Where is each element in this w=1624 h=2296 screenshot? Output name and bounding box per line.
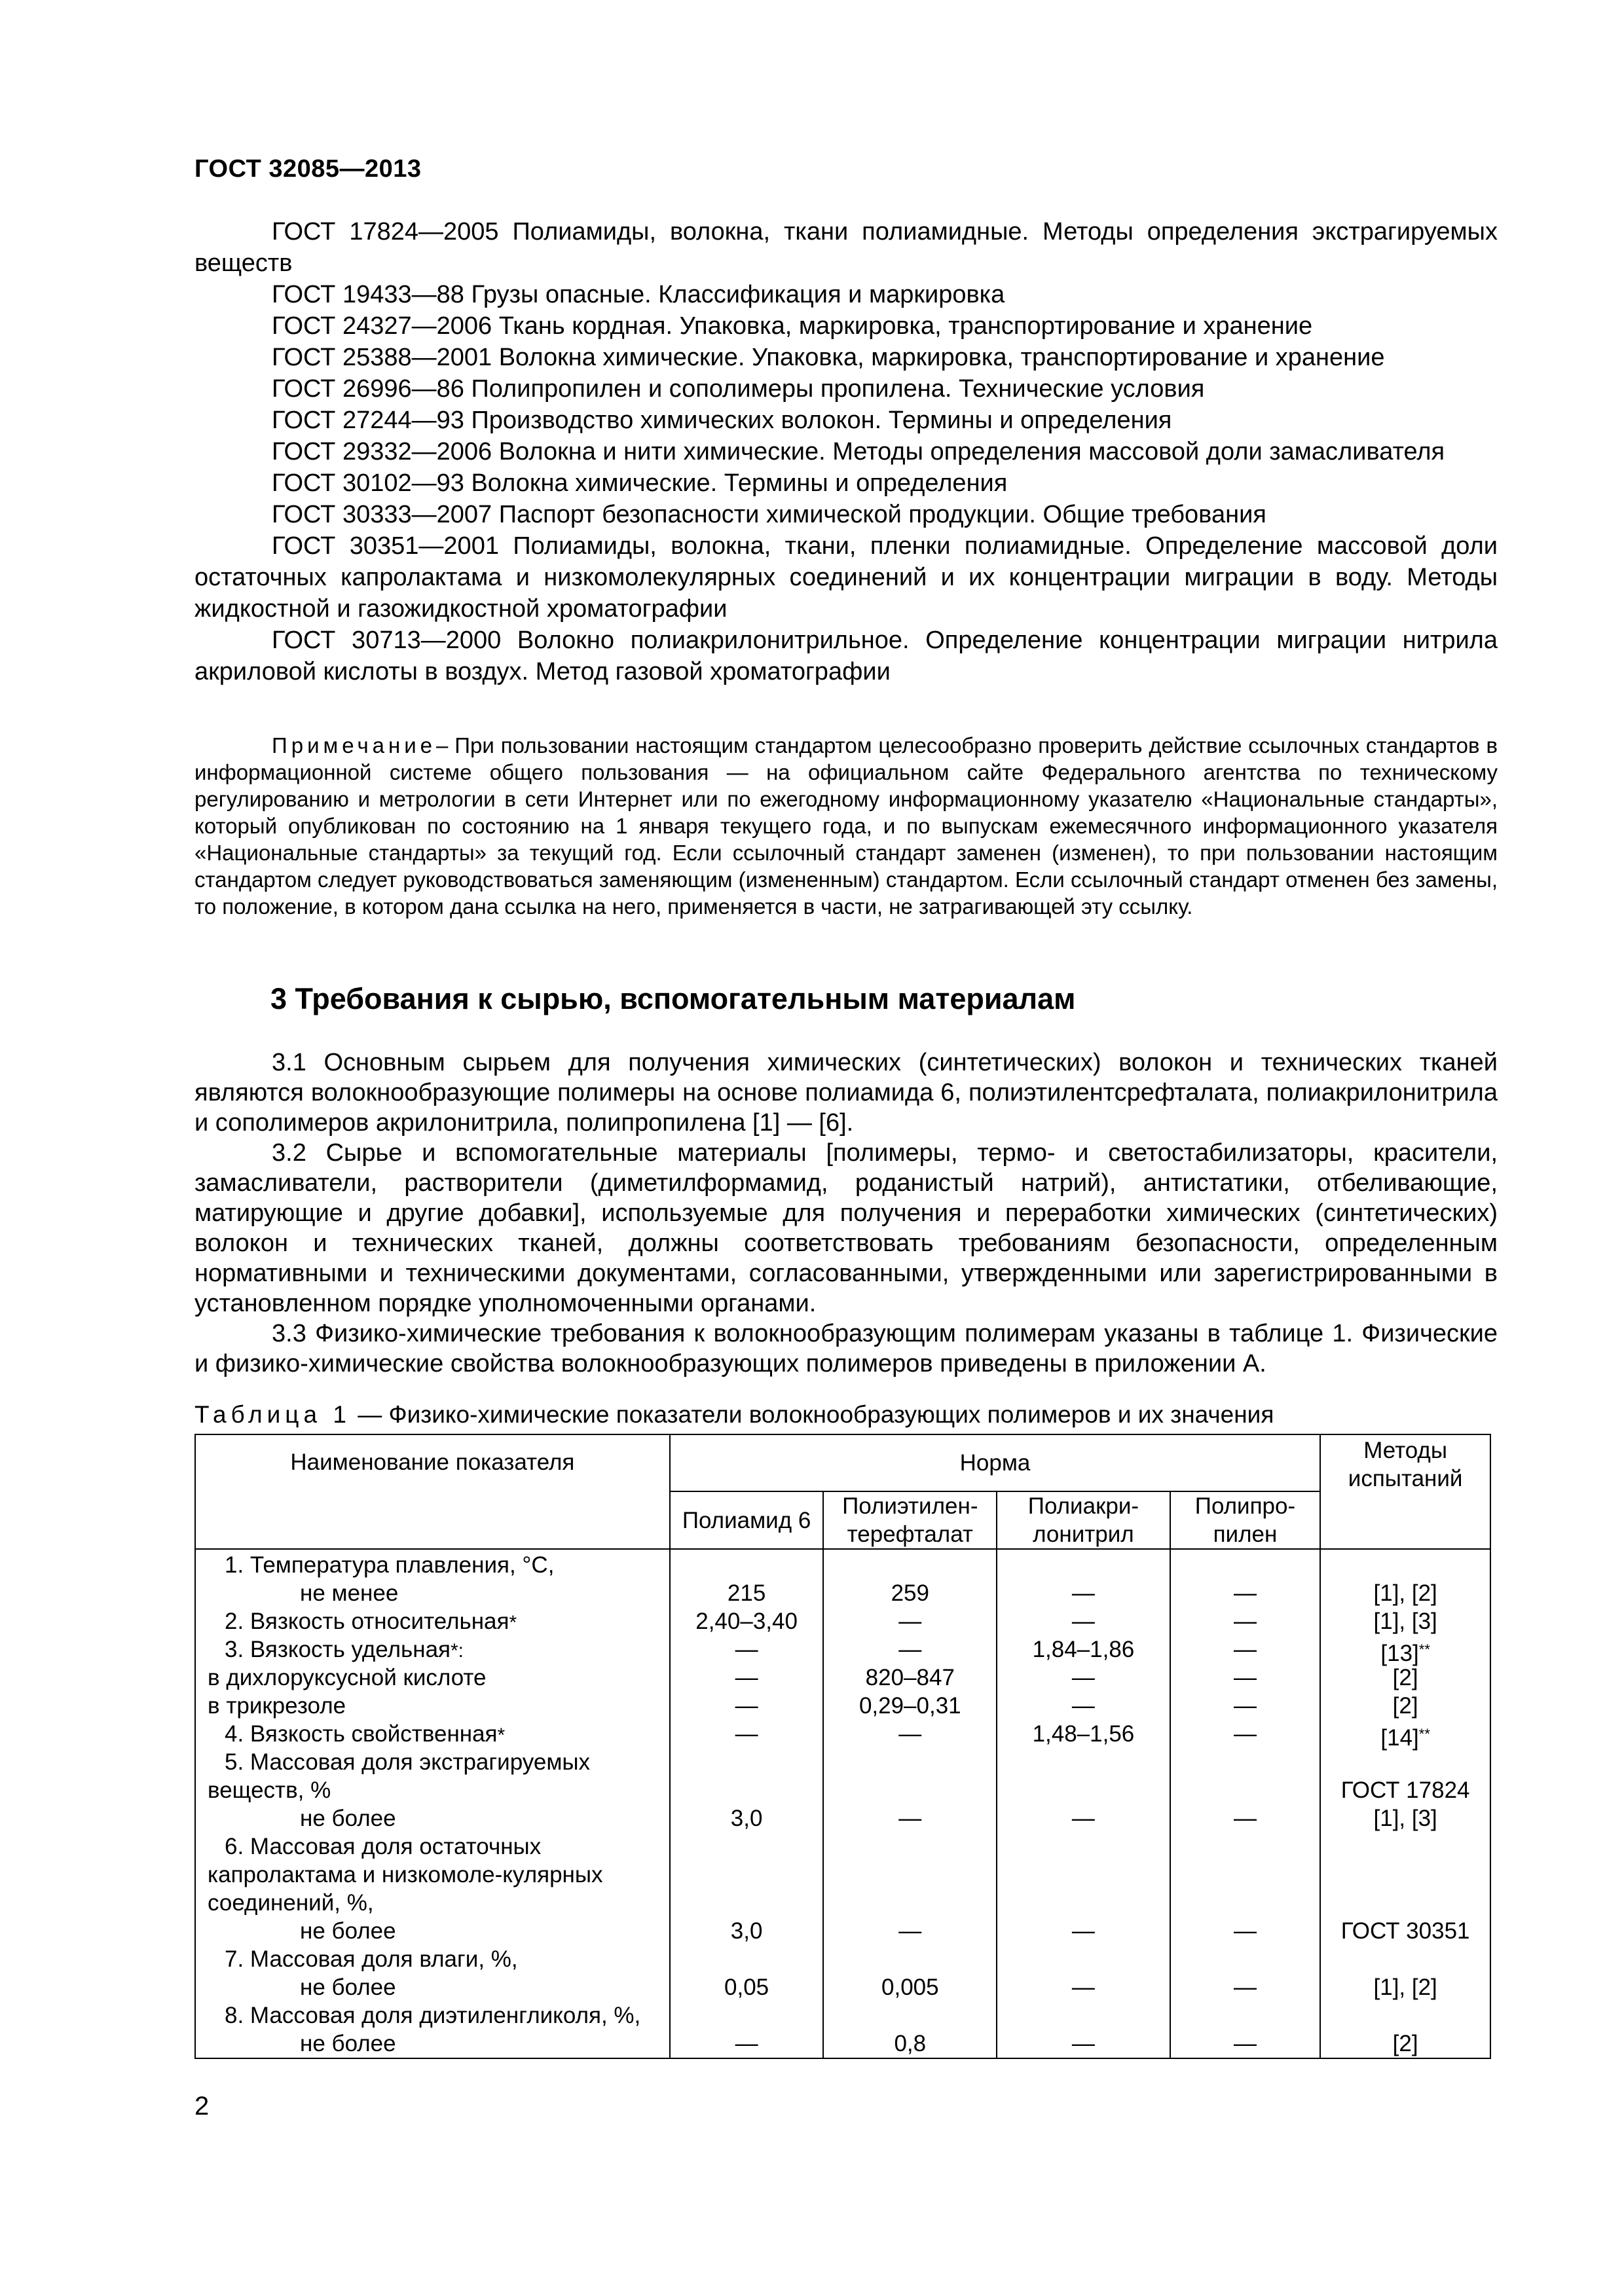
cell-value: [13]**	[1380, 1641, 1430, 1666]
cell-value: —	[1233, 1806, 1257, 1831]
row-label: в трикрезоле	[208, 1693, 346, 1719]
header-name: Наименование показателя	[195, 1434, 670, 1549]
reference-item: ГОСТ 30333—2007 Паспорт безопасности химической продукции. Общие требования	[272, 501, 1266, 528]
cell-value: 0,29–0,31	[858, 1693, 961, 1719]
cell-value: —	[1233, 1918, 1257, 1944]
cell-value: —	[898, 1609, 922, 1634]
header-polyamide: Полиамид 6	[670, 1491, 824, 1549]
reference-item: ГОСТ 26996—86 Полипропилен и сополимеры пропилена. Технические условия	[272, 375, 1205, 403]
cell-value: —	[1233, 2031, 1257, 2056]
cell-value: —	[1233, 1721, 1257, 1747]
header-norm: Норма	[670, 1434, 1321, 1491]
row-label: 4. Вязкость свойственная*	[225, 1721, 506, 1747]
cell-value: [2]	[1392, 1665, 1418, 1690]
cell-value: —	[898, 1918, 922, 1944]
header-methods: Методы испытаний	[1320, 1434, 1490, 1549]
cell-value: [1], [2]	[1373, 1975, 1437, 2000]
cell-value: 3,0	[730, 1806, 763, 1831]
cell-value: ГОСТ 17824	[1340, 1777, 1470, 1803]
cell-value: 1,84–1,86	[1032, 1637, 1135, 1662]
section-title: 3 Требования к сырью, вспомогательным материалам	[270, 982, 1076, 1015]
cell-value: 0,05	[724, 1975, 769, 2000]
reference-item: ГОСТ 30351—2001 Полиамиды, волокна, ткани, пленки полиамидные. Определение массовой доли остаточных капролактама и низкомолекулярных соединений и их концентрации миграции в воду. Методы жидкостной и газожидкостной хроматографии	[194, 532, 1498, 623]
cell-value: —	[1233, 1665, 1257, 1690]
paragraph: 3.2 Сырье и вспомогательные материалы [полимеры, термо- и светостабилизаторы, красители, замасливатели, растворители (диметилформамид, роданистый натрий), антистатики, отбеливающие, матирующие и другие добавки], используемые для получения и переработки химических (синтетических) волокон и технических тканей, должны соответствовать требованиям безопасности, определенным нормативными и техническими документами, согласованными, утвержденными или зарегистрированными в установленном порядке уполномоченными органами.	[194, 1139, 1498, 1317]
cell-value: —	[735, 2031, 758, 2056]
table-caption-label: Таблица 1	[194, 1401, 351, 1428]
cell-value: ГОСТ 30351	[1340, 1918, 1470, 1944]
cell-value: [1], [3]	[1373, 1806, 1437, 1831]
table-caption-text: — Физико-химические показатели волокнообразующих полимеров и их значения	[350, 1401, 1274, 1428]
cell-value: —	[735, 1637, 758, 1662]
cell-value: —	[735, 1721, 758, 1747]
cell-value: [14]**	[1380, 1725, 1430, 1751]
cell-value: —	[898, 1637, 922, 1662]
cell-value: 0,8	[894, 2031, 927, 2056]
row-label: не более	[300, 1918, 396, 1944]
header-pp: Полипро-пилен	[1170, 1491, 1321, 1549]
reference-item: ГОСТ 24327—2006 Ткань кордная. Упаковка, маркировка, транспортирование и хранение	[272, 312, 1313, 340]
row-label: соединений, %,	[208, 1890, 374, 1916]
row-label: 8. Массовая доля диэтиленгликоля, %,	[225, 2003, 641, 2028]
row-label: веществ, %	[208, 1777, 331, 1803]
pp-column	[1170, 1549, 1321, 2058]
cell-value: —	[898, 1721, 922, 1747]
cell-value: —	[735, 1665, 758, 1690]
note-text: – При пользовании настоящим стандартом целесообразно проверить действие ссылочных стандартов в информационной системе общего пользования — на официальном сайте Федерального агентства по техническому регулированию и метрологии в сети Интернет или по ежегодному информационному указателю «Национальные стандарты», который опубликован по состоянию на 1 января текущего года, и по выпускам ежемесячного информационного указателя «Национальные стандарты» за текущий год. Если ссылочный стандарт заменен (изменен), то при пользовании настоящим стандартом следует руководствоваться заменяющим (измененным) стандартом. Если ссылочный стандарт отменен без замены, то положение, в котором дана ссылка на него, применяется в части, не затрагивающей эту ссылку.	[194, 733, 1498, 919]
cell-value: 3,0	[730, 1918, 763, 1944]
properties-table	[194, 1434, 1491, 2059]
row-label: 5. Массовая доля экстрагируемых	[225, 1749, 591, 1775]
reference-item: ГОСТ 30713—2000 Волокно полиакрилонитрильное. Определение концентрации миграции нитрила акриловой кислоты в воздух. Метод газовой хроматографии	[194, 627, 1498, 685]
cell-value: —	[1071, 1693, 1095, 1719]
row-label: в дихлоруксусной кислоте	[208, 1665, 487, 1690]
row-label: 7. Массовая доля влаги, %,	[225, 1946, 518, 1972]
cell-value: [2]	[1392, 2031, 1418, 2056]
cell-value: —	[1233, 1693, 1257, 1719]
cell-value: —	[1233, 1580, 1257, 1606]
polyamide-column	[670, 1549, 824, 2058]
table-names-column	[195, 1549, 670, 2058]
row-label: 1. Температура плавления, °C,	[225, 1552, 555, 1578]
methods-column	[1320, 1549, 1490, 2058]
note-label: Примечание	[272, 733, 437, 757]
document-header: ГОСТ 32085—2013	[194, 155, 422, 183]
paragraph: 3.1 Основным сырьем для получения химических (синтетических) волокон и технических тканей являются волокнообразующие полимеры на основе полиамида 6, полиэтилентсрефталата, полиакрилонитрила и сополимеров акрилонитрила, полипропилена [1] — [6].	[194, 1049, 1498, 1137]
pet-column	[823, 1549, 997, 2058]
reference-item: ГОСТ 19433—88 Грузы опасные. Классификация и маркировка	[272, 281, 1005, 308]
cell-value: —	[1071, 1975, 1095, 2000]
reference-item: ГОСТ 30102—93 Волокна химические. Термины и определения	[272, 469, 1008, 497]
cell-value: —	[1233, 1637, 1257, 1662]
note-block	[194, 732, 1498, 920]
header-pet: Полиэтилен-терефталат	[823, 1491, 997, 1549]
row-label: не более	[300, 2031, 396, 2056]
cell-value: —	[1071, 1806, 1095, 1831]
cell-value: —	[735, 1693, 758, 1719]
cell-value: 2,40–3,40	[695, 1609, 798, 1634]
cell-value: 0,005	[881, 1975, 939, 2000]
row-label: 2. Вязкость относительная*	[225, 1609, 517, 1634]
row-label: капролактама и низкомоле-кулярных	[208, 1862, 603, 1887]
cell-value: [1], [3]	[1373, 1609, 1437, 1634]
cell-value: —	[1233, 1975, 1257, 2000]
row-label: не менее	[300, 1580, 399, 1606]
reference-item: ГОСТ 29332—2006 Волокна и нити химические. Методы определения массовой доли замасливателя	[272, 438, 1445, 465]
cell-value: —	[1071, 1918, 1095, 1944]
cell-value: —	[1233, 1609, 1257, 1634]
row-label: не более	[300, 1975, 396, 2000]
table-body-row	[195, 1549, 1490, 2058]
references-list	[194, 216, 1498, 687]
cell-value: —	[1071, 1609, 1095, 1634]
cell-value: 215	[727, 1580, 766, 1606]
paragraph: 3.3 Физико-химические требования к волокнообразующим полимерам указаны в таблице 1. Физические и физико-химические свойства волокнообразующих полимеров приведены в приложении А.	[194, 1320, 1498, 1377]
cell-value: [1], [2]	[1373, 1580, 1437, 1606]
cell-value: 820–847	[865, 1665, 955, 1690]
cell-value: [2]	[1392, 1693, 1418, 1719]
cell-value: —	[898, 1806, 922, 1831]
row-label: 6. Массовая доля остаточных	[225, 1834, 542, 1859]
row-label: не более	[300, 1806, 396, 1831]
cell-value: 259	[891, 1580, 929, 1606]
reference-item: ГОСТ 17824—2005 Полиамиды, волокна, ткани полиамидные. Методы определения экстрагируемых веществ	[194, 218, 1498, 277]
reference-item: ГОСТ 27244—93 Производство химических волокон. Термины и определения	[272, 407, 1172, 434]
table-caption	[194, 1401, 1274, 1429]
cell-value: 1,48–1,56	[1032, 1721, 1135, 1747]
header-pan: Полиакри-лонитрил	[997, 1491, 1170, 1549]
cell-value: —	[1071, 1580, 1095, 1606]
cell-value: —	[1071, 2031, 1095, 2056]
section-paragraphs	[194, 1048, 1498, 1379]
row-label: 3. Вязкость удельная*:	[225, 1637, 464, 1662]
cell-value: —	[1071, 1665, 1095, 1690]
page-number: 2	[194, 2092, 210, 2121]
reference-item: ГОСТ 25388—2001 Волокна химические. Упаковка, маркировка, транспортирование и хранение	[272, 344, 1385, 371]
pan-column	[997, 1549, 1170, 2058]
